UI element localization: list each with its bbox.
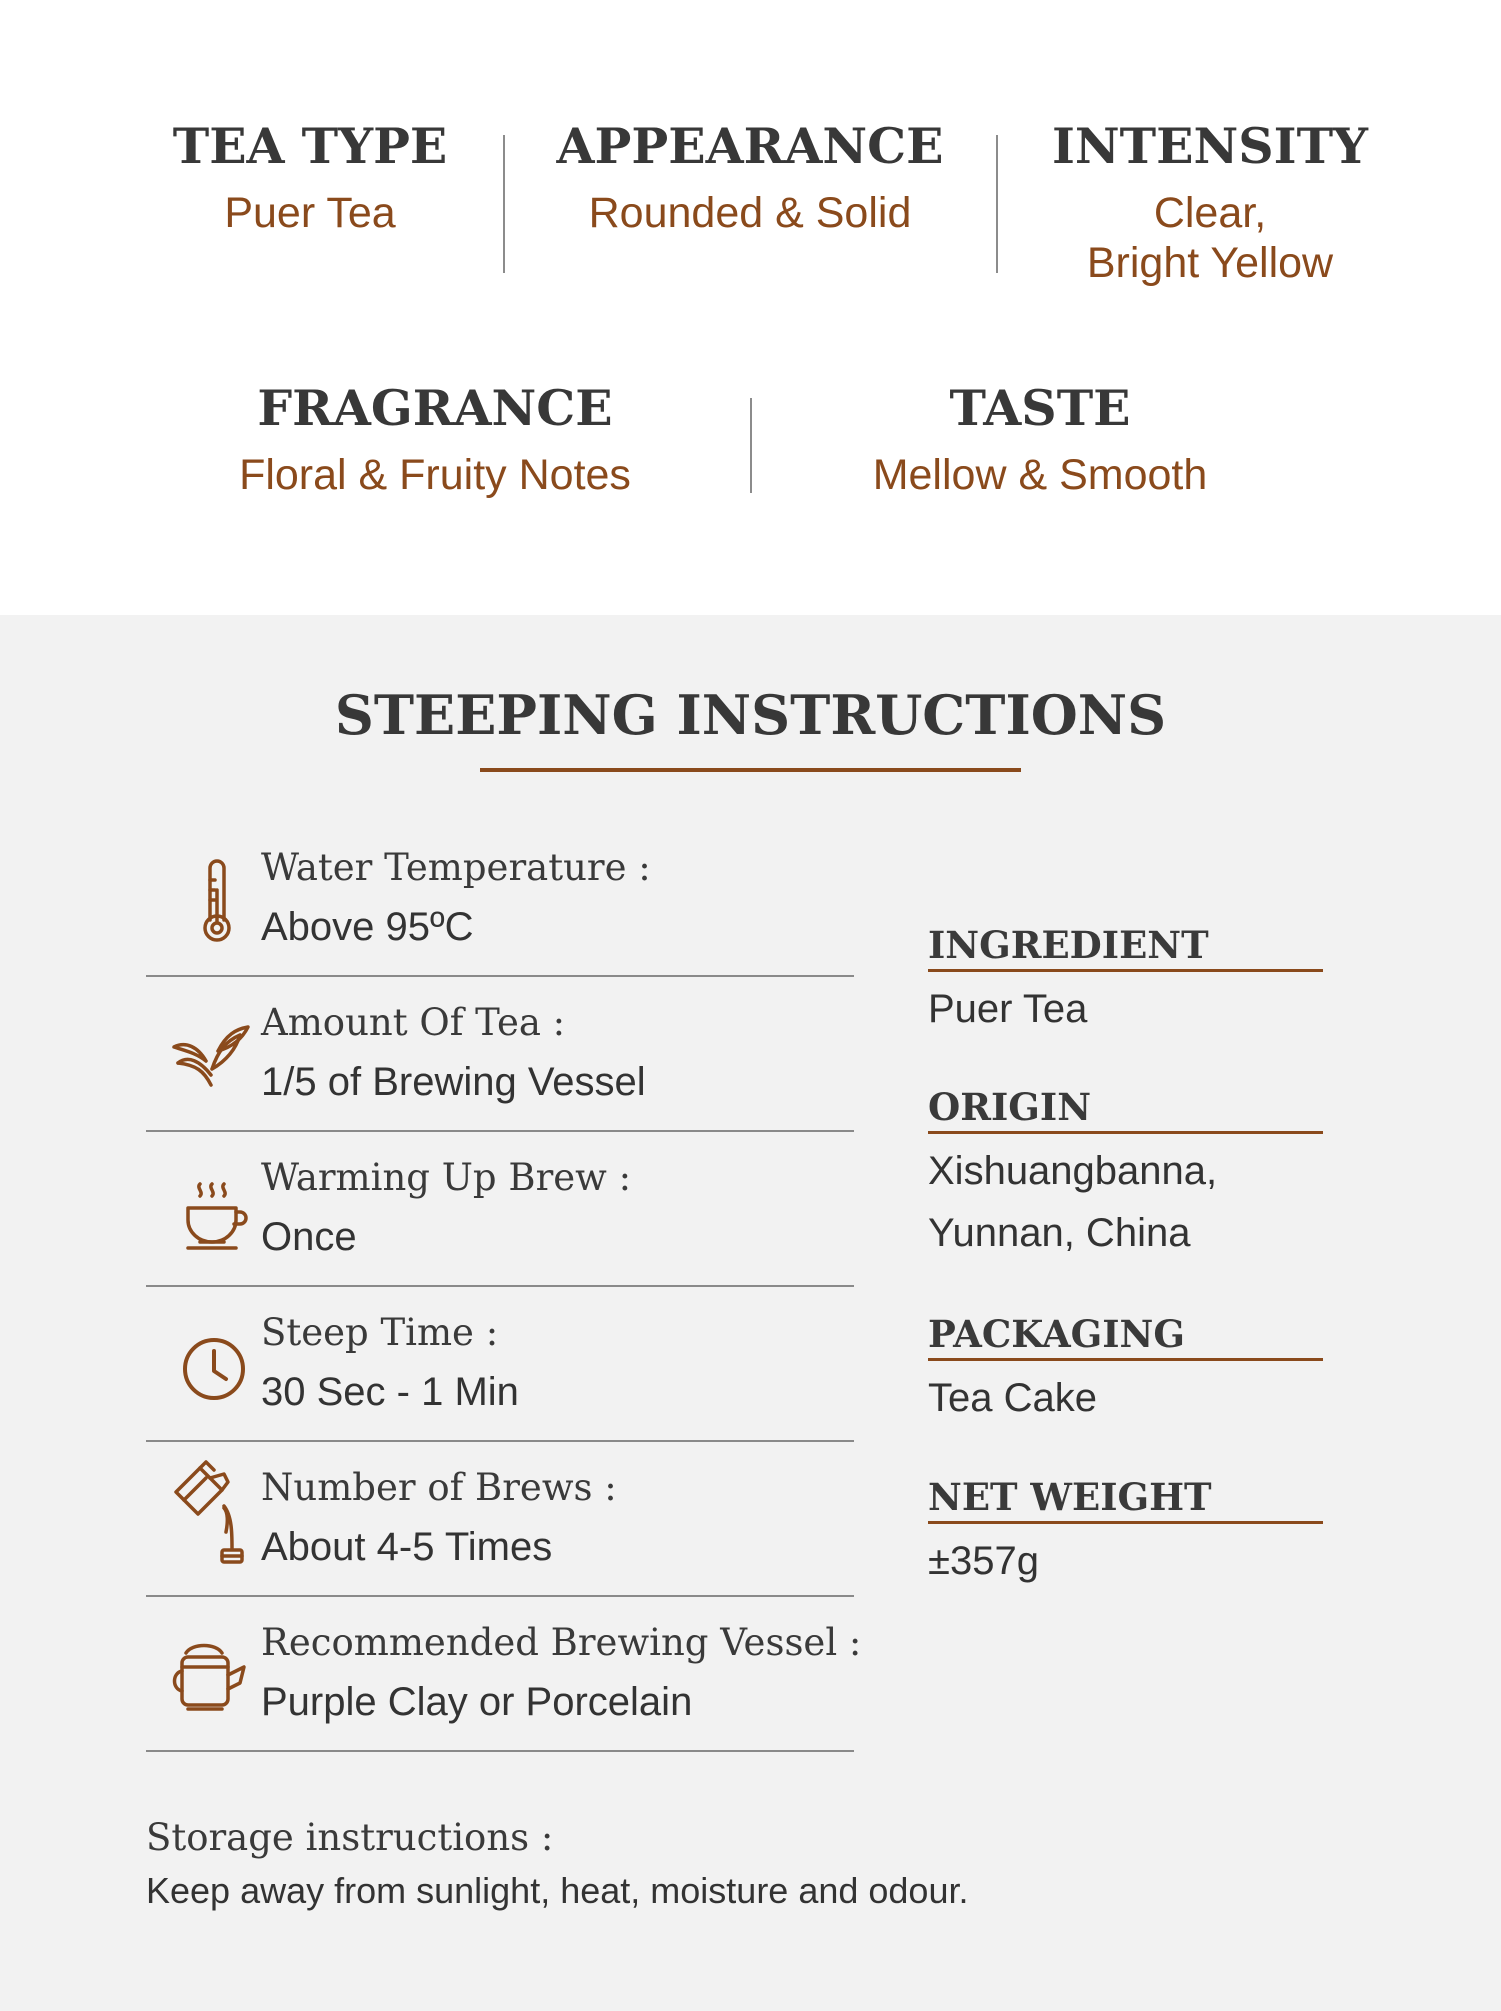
steep-row-number-of-brews: [146, 1442, 854, 1597]
attr-fragrance-label: FRAGRANCE: [257, 379, 613, 437]
spec-origin-value: [928, 1140, 1323, 1264]
spec-packaging-label: PACKAGING: [928, 1312, 1323, 1361]
attr-tea-type: [150, 118, 470, 238]
steep-row-value: Above 95ºC: [261, 905, 474, 949]
spec-net-weight-value: ±357g: [928, 1539, 1039, 1583]
attr-intensity-value-line1: Clear,: [1153, 189, 1267, 237]
steep-row-value: About 4-5 Times: [261, 1525, 553, 1569]
storage-label: Storage instructions :: [146, 1816, 554, 1859]
steep-row-steep-time: [146, 1287, 854, 1442]
spec-ingredient: [928, 923, 1323, 1040]
steep-row-value: Purple Clay or Porcelain: [261, 1680, 693, 1724]
steep-row-label: Recommended Brewing Vessel :: [261, 1621, 862, 1664]
attr-intensity-value: [1030, 188, 1390, 288]
attr-divider: [503, 135, 505, 273]
steep-row-value: 1/5 of Brewing Vessel: [261, 1060, 646, 1104]
spec-origin-value-line1: Xishuangbanna,: [928, 1149, 1218, 1193]
attr-taste: [820, 380, 1260, 500]
steep-row-amount-of-tea: [146, 977, 854, 1132]
steep-row-value: 30 Sec - 1 Min: [261, 1370, 519, 1414]
spec-origin-value-line2: Yunnan, China: [928, 1211, 1191, 1255]
attr-appearance-label: APPEARANCE: [556, 117, 944, 175]
steep-row-label: Warming Up Brew :: [261, 1156, 632, 1199]
steeping-section: [0, 615, 1501, 2011]
title-underline: [480, 768, 1021, 772]
steaming-cup-icon: [166, 1162, 266, 1262]
attr-divider: [996, 135, 998, 273]
steeping-title: STEEPING INSTRUCTIONS: [334, 683, 1167, 747]
attr-tea-type-label: TEA TYPE: [172, 117, 448, 175]
attr-appearance: [530, 118, 970, 238]
tea-leaf-icon: [166, 1007, 266, 1107]
steep-row-warming-up-brew: [146, 1132, 854, 1287]
attr-intensity-label: INTENSITY: [1051, 117, 1369, 175]
spec-ingredient-value: Puer Tea: [928, 987, 1088, 1031]
teapot-icon: [166, 1627, 266, 1727]
attr-intensity-value-line2: Bright Yellow: [1086, 239, 1334, 287]
attr-divider: [750, 398, 752, 493]
clock-icon: [166, 1317, 266, 1417]
spec-net-weight-label: NET WEIGHT: [928, 1475, 1323, 1524]
steep-row-value: Once: [261, 1215, 357, 1259]
spec-origin-label: ORIGIN: [928, 1085, 1323, 1134]
steep-row-brewing-vessel: [146, 1597, 862, 1752]
attr-fragrance-value: Floral & Fruity Notes: [239, 451, 631, 499]
spec-origin: [928, 1085, 1323, 1264]
attr-taste-value: Mellow & Smooth: [872, 451, 1208, 499]
steep-row-label: Number of Brews :: [261, 1466, 617, 1509]
spec-packaging-value: Tea Cake: [928, 1376, 1097, 1420]
row-divider: [146, 1750, 854, 1752]
attr-taste-label: TASTE: [949, 379, 1131, 437]
spec-net-weight: [928, 1475, 1323, 1592]
thermometer-icon: [166, 852, 266, 952]
attr-fragrance: [195, 380, 675, 500]
spec-packaging: [928, 1312, 1323, 1429]
steep-row-label: Steep Time :: [261, 1311, 499, 1354]
attr-intensity: [1030, 118, 1390, 288]
attr-appearance-value: Rounded & Solid: [588, 189, 912, 237]
steep-row-label: Water Temperature :: [261, 846, 651, 889]
spec-ingredient-label: INGREDIENT: [928, 923, 1323, 972]
pouring-pitcher-icon: [166, 1452, 266, 1572]
storage-text: Keep away from sunlight, heat, moisture and odour.: [146, 1870, 969, 1911]
attr-tea-type-value: Puer Tea: [224, 189, 396, 237]
steep-row-label: Amount Of Tea :: [261, 1001, 566, 1044]
steep-row-water-temperature: [146, 822, 854, 977]
